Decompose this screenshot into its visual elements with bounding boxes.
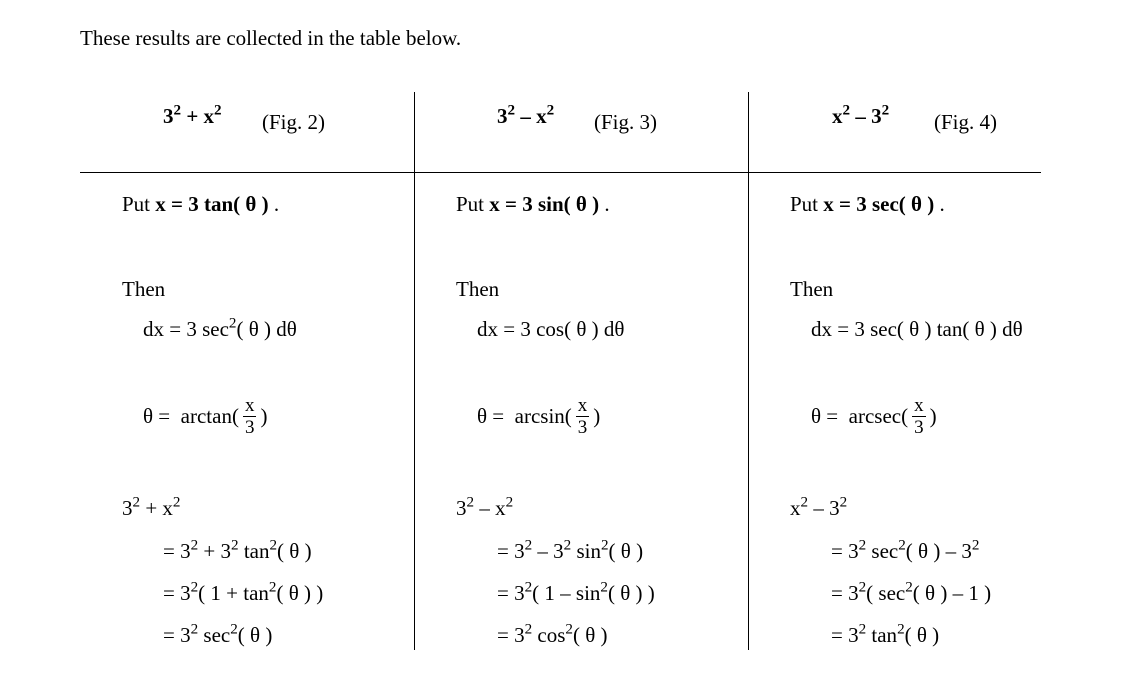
column-header-expression: $3^2 - x^2$ bbox=[497, 102, 555, 128]
column-header-expression: $3^2 + x^2$ bbox=[163, 102, 222, 128]
differential-line: dx = 3 sec( θ ) tan( θ ) dθ bbox=[811, 317, 1023, 341]
simplification-step-1: = $3^2 - 3^2$ $\sin^2$( θ ) bbox=[497, 537, 644, 563]
simplification-step-3: = $3^2$ $\sec^2$( θ ) bbox=[163, 621, 273, 647]
column-header-figure-ref: (Fig. 2) bbox=[262, 110, 325, 134]
theta-line: θ = arctan( $\frac{x}{3}$ ) bbox=[143, 395, 268, 438]
substitution-line: Put x = 3 sin( θ ) . bbox=[456, 192, 610, 216]
then-label: Then bbox=[122, 277, 166, 301]
column-divider bbox=[414, 92, 415, 650]
fraction-x-over-3: $\frac{x}{3}$ bbox=[577, 395, 588, 438]
simplification-step-2: = $3^2$( $1 - \sin^2$( θ ) ) bbox=[497, 579, 655, 605]
expression-line: $3^2 - x^2$ bbox=[456, 494, 514, 520]
column-header-expression: $x^2 - 3^2$ bbox=[832, 102, 890, 128]
then-label: Then bbox=[456, 277, 500, 301]
theta-line: θ = arcsin( $\frac{x}{3}$ ) bbox=[477, 395, 601, 438]
column-header-figure-ref: (Fig. 3) bbox=[594, 110, 657, 134]
simplification-step-1: = $3^2$ $\sec^2$( θ ) – $3^2$ bbox=[831, 537, 980, 563]
substitution-line: Put x = 3 sec( θ ) . bbox=[790, 192, 945, 216]
simplification-step-3: = $3^2$ $\tan^2$( θ ) bbox=[831, 621, 940, 647]
fraction-x-over-3: $\frac{x}{3}$ bbox=[914, 395, 924, 438]
theta-line: θ = arcsec( $\frac{x}{3}$ ) bbox=[811, 395, 937, 438]
intro-text: These results are collected in the table below. bbox=[80, 26, 462, 50]
then-label: Then bbox=[790, 277, 834, 301]
simplification-step-1: = $3^2 + 3^2$ $\tan^2$( θ ) bbox=[163, 537, 312, 563]
substitution-line: Put x = 3 tan( θ ) . bbox=[122, 192, 280, 216]
fraction-x-over-3: $\frac{x}{3}$ bbox=[244, 395, 255, 438]
column-header-figure-ref: (Fig. 4) bbox=[934, 110, 997, 134]
differential-line: dx = 3 $\sec^2$( θ ) dθ bbox=[143, 315, 297, 341]
header-rule bbox=[80, 172, 1041, 173]
simplification-step-2: = $3^2$( $1 + \tan^2$( θ ) ) bbox=[163, 579, 324, 605]
expression-line: $3^2 + x^2$ bbox=[122, 494, 181, 520]
column-divider bbox=[748, 92, 749, 650]
simplification-step-2: = $3^2$( $\sec^2$( θ ) – 1 ) bbox=[831, 579, 992, 605]
expression-line: $x^2 - 3^2$ bbox=[790, 494, 848, 520]
differential-line: dx = 3 cos( θ ) dθ bbox=[477, 317, 625, 341]
simplification-step-3: = $3^2$ $\cos^2$( θ ) bbox=[497, 621, 608, 647]
